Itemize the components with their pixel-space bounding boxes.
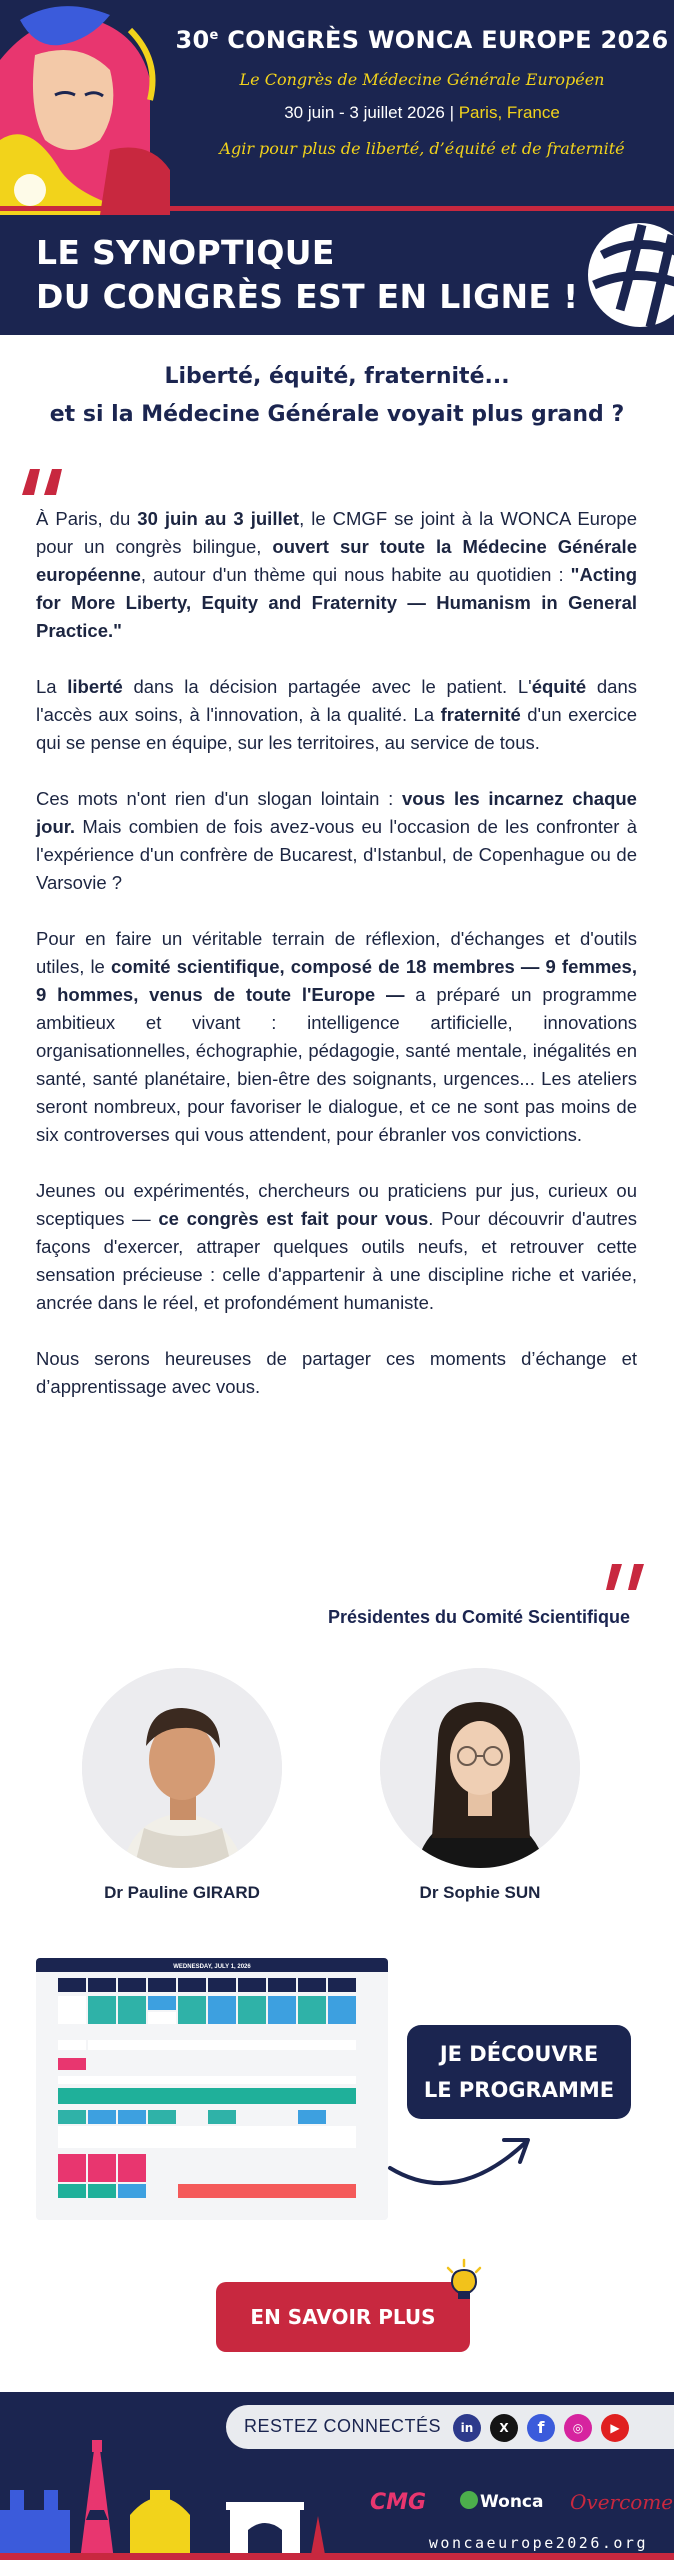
paragraph-2: La liberté dans la décision partagée avec le patient. L'équité dans l'accès aux soins, à l'innovation, à la qualité. La fraternité d'un exercice qui se pense en équipe, sur les territoires, au service de tous. <box>36 676 637 753</box>
congress-subtitle: Le Congrès de Médecine Générale Européen <box>239 70 605 89</box>
close-quote-icon <box>600 1562 652 1596</box>
open-quote-icon <box>16 463 68 497</box>
instagram-icon[interactable]: ◎ <box>564 2414 592 2442</box>
paragraph-3: Ces mots n'ont rien d'un slogan lointain : vous les incarnez chaque jour. Mais combien de fois avez-vous eu l'occasion de les confronter à l'expérience d'un confrère de Bucarest, d'Istanbul, de Copenhague ou de Varsovie ? <box>36 788 637 893</box>
paragraph-1: À Paris, du 30 juin au 3 juillet, le CMGF se joint à la WONCA Europe pour un congrès bilingue, ouvert sur toute la Médecine Générale européenne, autour d'un thème qui nous habite au quotidien : "Acting for More Liberty, Equity and Fraternity — Humanism in General Practice." <box>36 508 637 641</box>
lightbulb-icon <box>440 2258 488 2306</box>
announcement-banner <box>0 215 674 335</box>
footer-red-strip <box>0 2553 674 2560</box>
person-name-2: Dr Sophie SUN <box>419 1883 541 1902</box>
cmg-logo: CMG <box>370 2490 427 2515</box>
congress-city: Paris, France <box>458 103 560 122</box>
header-divider <box>0 206 674 211</box>
wonca-globe-icon <box>580 215 674 335</box>
overcome-logo: Overcome <box>570 2490 674 2514</box>
schedule-title: WEDNESDAY, JULY 1, 2026 <box>173 1964 251 1970</box>
x-twitter-icon[interactable]: X <box>490 2414 518 2442</box>
marianne-illustration <box>0 0 180 215</box>
banner-headline: LE SYNOPTIQUE DU CONGRÈS EST EN LIGNE ! <box>36 233 579 316</box>
connect-label: RESTEZ CONNECTÉS <box>244 2416 442 2436</box>
congress-title: 30e CONGRÈS WONCA EUROPE 2026 <box>175 26 669 54</box>
schedule-grid-image <box>36 1958 388 2220</box>
curved-arrow-icon <box>386 2128 536 2203</box>
paragraph-4: Pour en faire un véritable terrain de réflexion, d'échanges et d'outils utiles, le comité scientifique, composé de 18 membres — 9 femmes, 9 hommes, venus de toute l'Europe — a préparé un programme ambitieux et vivant : intelligence artificielle, innovations organisationnelles, échographie, pédagogie, santé mentale, inégalités en santé, santé planétaire, bien-être des soignants, urgences... Les ateliers seront nombreux, pour favoriser le dialogue, et ce ne sont pas moins de six controverses qui vous attendent, pour ébranler vos convictions. <box>36 928 637 1145</box>
congress-dates: 30 juin - 3 juillet 2026 | Paris, France <box>284 103 560 122</box>
discover-programme-button[interactable]: JE DÉCOUVRE LE PROGRAMME <box>407 2025 631 2119</box>
youtube-icon[interactable]: ▶ <box>601 2414 629 2442</box>
congress-header <box>0 0 674 215</box>
wonca-logo: Wonca <box>480 2492 544 2512</box>
learn-more-button[interactable]: EN SAVOIR PLUS <box>216 2282 470 2352</box>
portrait-sophie-sun <box>380 1668 580 1868</box>
paragraph-5: Jeunes ou expérimentés, chercheurs ou praticiens pur jus, curieux ou sceptiques — ce congrès est fait pour vous. Pour découvrir d'autres façons d'exercer, attraper quelques outils neufs, et retrouver cette sensation précieuse : celle d'appartenir à une discipline riche et variée, ancrée dans le réel, et profondément humaniste. <box>36 1180 637 1313</box>
facebook-icon[interactable]: f <box>527 2414 555 2442</box>
programme-synoptic-preview[interactable] <box>36 1958 388 2220</box>
person-photo-icon <box>82 1668 282 1868</box>
person-photo-icon <box>380 1668 580 1868</box>
linkedin-icon[interactable]: in <box>453 2414 481 2442</box>
lead-heading: Liberté, équité, fraternité... et si la Médecine Générale voyait plus grand ? <box>49 364 625 427</box>
signature-title: Présidentes du Comité Scientifique <box>327 1607 630 1627</box>
website-link[interactable]: woncaeurope2026.org <box>428 2534 648 2552</box>
header-text-block <box>170 26 674 158</box>
portrait-pauline-girard <box>82 1668 282 1868</box>
editorial-text <box>36 505 637 1429</box>
congress-tagline: Agir pour plus de liberté, d’équité et de fraternité <box>219 139 625 158</box>
person-name-1: Dr Pauline GIRARD <box>104 1883 260 1902</box>
paragraph-6: Nous serons heureuses de partager ces moments d’échange et d’apprentissage avec vous. <box>36 1348 637 1397</box>
